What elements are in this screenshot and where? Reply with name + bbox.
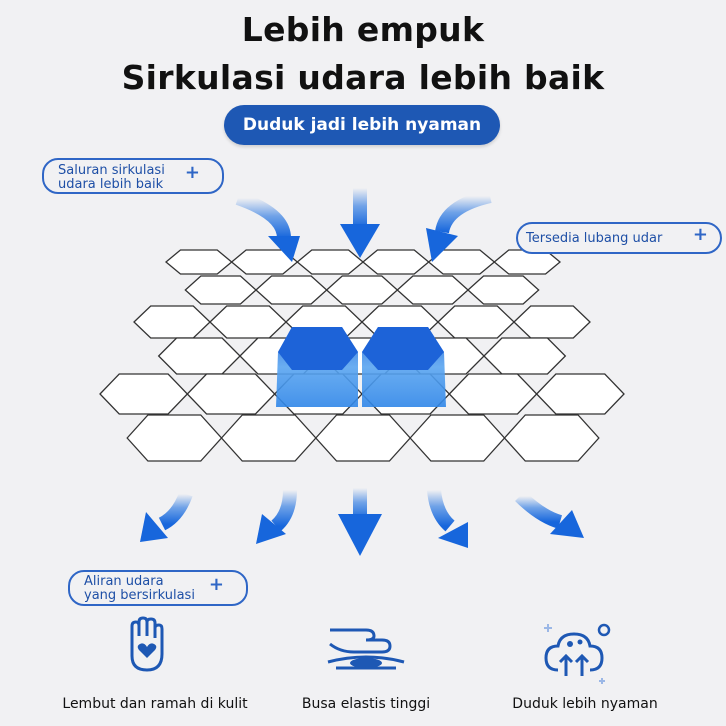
hex-cell [297,250,363,274]
hex-cell [514,306,590,338]
hex-cell [187,374,274,414]
hex-cell [222,415,316,461]
callout-circulation-channel [42,158,224,194]
feature-label: Lembut dan ramah di kulit [62,696,248,712]
down-arrows-bottom [140,488,584,556]
hex-cell [327,276,398,304]
plus-icon: + [184,162,200,183]
hex-cell [505,415,599,461]
hex-cell [134,306,210,338]
hand-pressing-foam-icon [326,616,406,676]
hex-cell [256,276,327,304]
hex-cell [100,374,187,414]
hand-heart-icon [124,616,170,674]
callout-airflow [68,570,248,606]
callout-text-line2: yang bersirkulasi [84,588,195,603]
callout-text-line1: Tersedia lubang udar [526,231,663,246]
plus-icon: + [208,574,224,595]
hex-cell [316,415,410,461]
callout-text-line1: Saluran sirkulasi [58,163,165,178]
hex-cell [410,415,504,461]
hex-cell [537,374,624,414]
plus-icon: + [692,224,708,245]
hex-cell [185,276,256,304]
headline-line-2: Sirkulasi udara lebih baik [121,58,605,97]
hex-cell [438,306,514,338]
callout-text-line1: Aliran udara [84,574,164,589]
hex-cell [127,415,221,461]
callout-text-line2: udara lebih baik [58,177,164,192]
hex-cell [468,276,539,304]
hex-cell [166,250,232,274]
hex-cell [363,250,429,274]
airflow-bubbles-icon [540,616,620,686]
hex-cell [210,306,286,338]
feature-label: Duduk lebih nyaman [512,696,658,712]
badge-pill: Duduk jadi lebih nyaman [224,105,500,145]
hex-cell [449,374,536,414]
callout-air-holes [516,222,722,254]
feature-label: Busa elastis tinggi [301,696,431,712]
hex-cell [159,338,240,374]
hex-cell [484,338,565,374]
hex-cell [397,276,468,304]
headline-line-1: Lebih empuk [241,10,485,49]
